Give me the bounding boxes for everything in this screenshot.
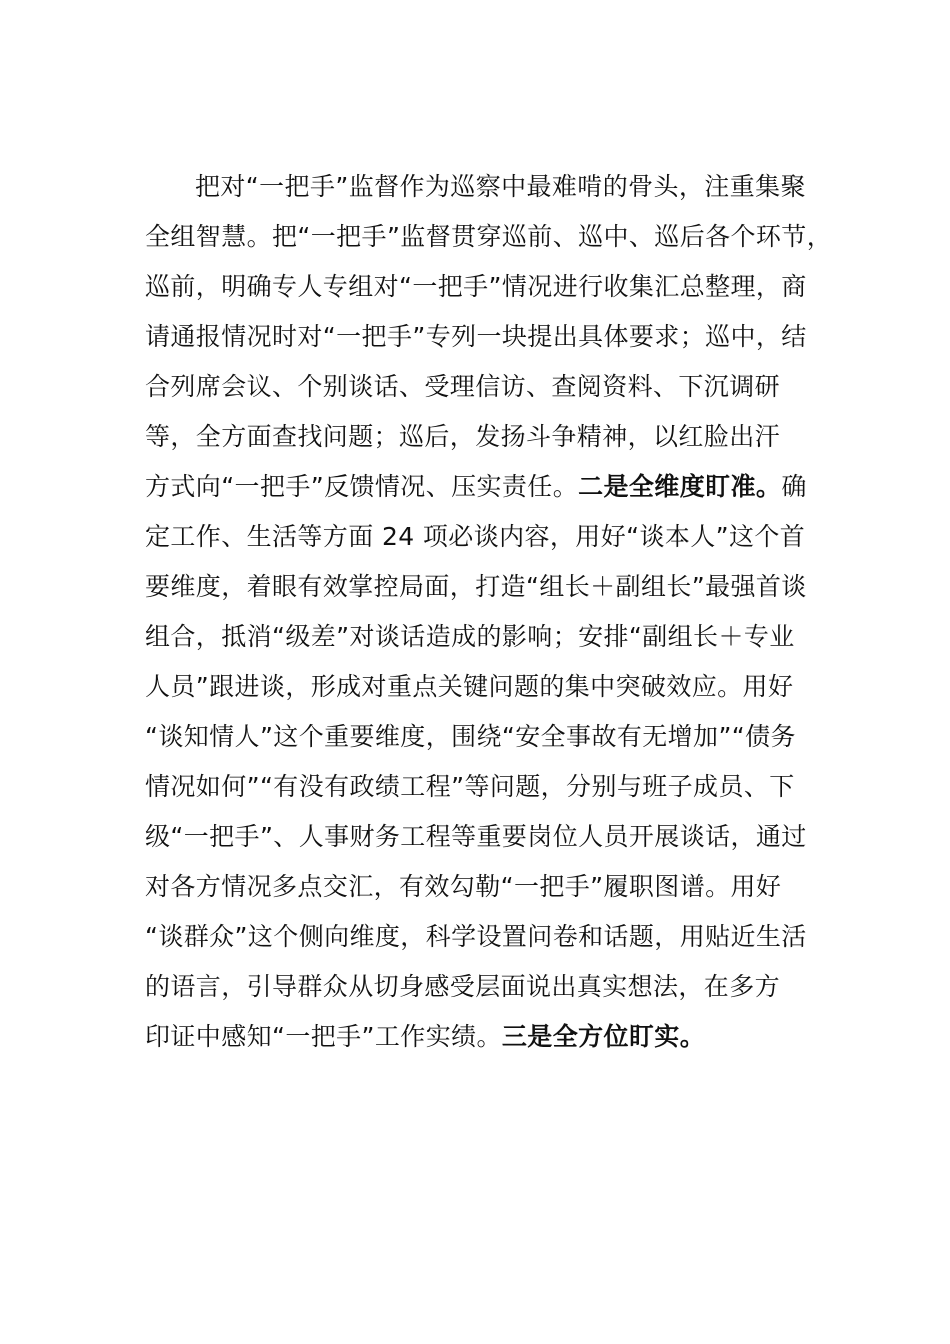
text-line [145,412,815,462]
text-line [145,1012,815,1062]
text-line [145,712,815,762]
text-run: “谈群众”这个侧向维度，科学设置问卷和话题，用贴近生活 [145,922,807,951]
text-run: 的语言，引导群众从切身感受层面说出真实想法，在多方 [145,972,781,1001]
text-line [145,162,815,212]
text-line [145,462,815,512]
text-line [145,662,815,712]
text-line [145,912,815,962]
text-run: 印证中感知“一把手”工作实绩。 [145,1022,502,1051]
text-line [145,612,815,662]
text-run: 定工作、生活等方面 24 项必谈内容，用好“谈本人”这个首 [145,522,806,551]
text-run: 级“一把手”、人事财务工程等重要岗位人员开展谈话，通过 [145,822,807,851]
text-run: 巡前，明确专人专组对“一把手”情况进行收集汇总整理，商 [145,272,807,301]
text-run: 情况如何”“有没有政绩工程”等问题，分别与班子成员、下 [145,772,795,801]
text-run: 合列席会议、个别谈话、受理信访、查阅资料、下沉调研 [145,372,781,401]
text-line [145,962,815,1012]
text-line [145,312,815,362]
text-run: “谈知情人”这个重要维度，围绕“安全事故有无增加”“债务 [145,722,796,751]
text-run: 确 [781,472,807,501]
text-line [145,362,815,412]
body-paragraph [145,162,833,1062]
text-run: 人员”跟进谈，形成对重点关键问题的集中突破效应。用好 [145,672,794,701]
bold-heading-run: 三是全方位盯实。 [501,1022,706,1051]
text-line [145,562,815,612]
text-line [145,862,815,912]
text-run: 组合，抵消“级差”对谈话造成的影响；安排“副组长＋专业 [145,622,795,651]
text-line [145,762,815,812]
text-run: 把对“一把手”监督作为巡察中最难啃的骨头，注重集聚 [195,172,806,201]
text-run: 等，全方面查找问题；巡后，发扬斗争精神，以红脸出汗 [145,422,781,451]
text-line [145,262,815,312]
text-run: 全组智慧。把“一把手”监督贯穿巡前、巡中、巡后各个环节， [145,222,833,251]
text-line [145,212,833,262]
text-run: 方式向“一把手”反馈情况、压实责任。 [145,472,579,501]
text-line [145,512,815,562]
text-run: 对各方情况多点交汇，有效勾勒“一把手”履职图谱。用好 [145,872,782,901]
bold-heading-run: 二是全维度盯准。 [578,472,782,501]
text-line [145,812,815,862]
text-run: 请通报情况时对“一把手”专列一块提出具体要求；巡中，结 [145,322,807,351]
text-run: 要维度，着眼有效掌控局面，打造“组长＋副组长”最强首谈 [145,572,807,601]
